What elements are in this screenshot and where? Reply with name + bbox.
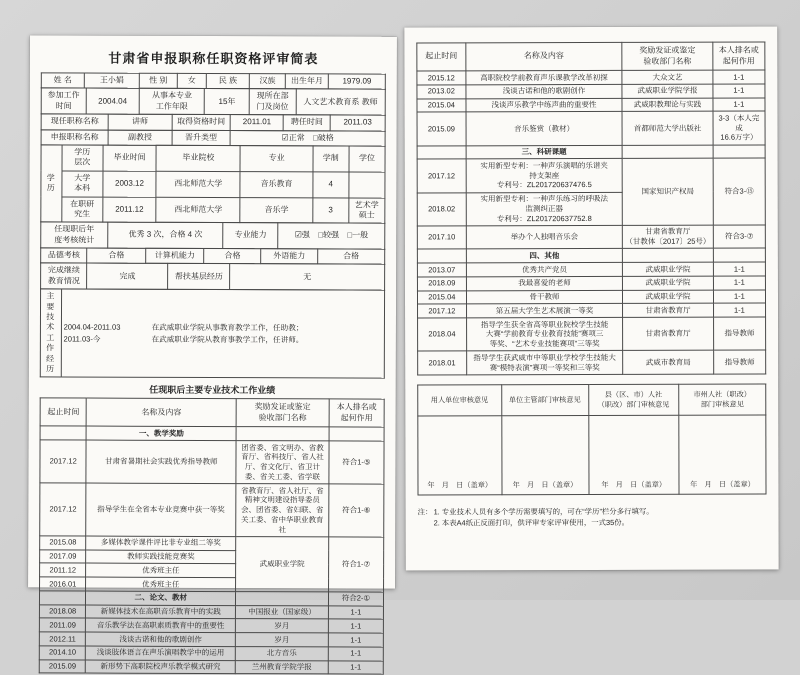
- issuer-cell: 北方音乐: [235, 646, 328, 660]
- rank-cell: [329, 427, 384, 441]
- rank-cell: 1-1: [713, 84, 765, 98]
- pro-ability-label: 专业能力: [223, 223, 278, 249]
- qualify-time-value: 2011.01: [230, 115, 283, 131]
- start-date-cell: 2012.11: [39, 632, 85, 646]
- start-date-cell: 2018.09: [417, 277, 466, 291]
- achievements-header-row: [40, 398, 384, 427]
- note-label: 注：: [417, 507, 433, 517]
- birth-value: 1979.09: [328, 74, 385, 90]
- current-title-value: 讲师: [108, 114, 172, 130]
- work-history-text: [61, 289, 385, 378]
- rank-cell: 1-1: [713, 262, 765, 276]
- content-cell: 指导学生获全省高等职业院校学生技能 大赛“学前教育专业教育技能”赛项三 等奖、“艺术专业技能赛项”三等奖: [466, 317, 623, 351]
- history-period: 2011.03-今: [63, 334, 101, 344]
- promotion-type-label: 晋升类型: [172, 130, 231, 146]
- start-date-cell: [417, 145, 466, 159]
- table-row: [41, 263, 385, 290]
- page-title: 甘肃省申报职称任职资格评审简表: [108, 50, 319, 67]
- content-cell: 浅谈古诺和他的歌剧创作: [86, 632, 236, 646]
- edu-level-header: 学历 层次: [62, 145, 103, 171]
- employer-opinion-cell: [418, 415, 502, 494]
- checkbox-normal-checked: ☑正常: [281, 132, 305, 142]
- date-seal-line: 年 月 日（盖章）: [512, 480, 578, 490]
- moral-label: 品德考核: [41, 248, 87, 264]
- rank-cell: 3-3（本人完成 16.6万字）: [713, 111, 765, 144]
- achievement-row: [40, 536, 384, 551]
- achievement-row: [40, 440, 384, 484]
- issuer-cell: 首都师范大学出版社: [622, 111, 713, 144]
- issuer-cell: 武威职业学院: [236, 536, 329, 591]
- start-date-cell: 2011.12: [40, 563, 86, 577]
- department-value: 人文艺术教育系 教师: [296, 89, 386, 115]
- checkbox-fairly-strong-unchecked: □较强: [318, 230, 340, 240]
- content-cell: 甘肃省暑期社会实践优秀指导教师: [86, 440, 236, 484]
- issuer-cell: 团省委、省文明办、省教育厅、省科技厅、省人社厅、省文化厅、省卫计委、省关工委、省学联: [236, 441, 329, 484]
- achievement-row: [39, 605, 383, 620]
- start-date-cell: 2013.02: [417, 85, 466, 99]
- issuer-cell: 中国报业（国家级）: [235, 605, 328, 619]
- achievements-table-page1: [39, 398, 385, 675]
- qualify-time-label: 取得资格时间: [172, 115, 231, 131]
- start-date-cell: 2017.12: [417, 159, 466, 192]
- content-cell: 实用新型专利：一种声乐练习的呼吸法 监测纠正器 专利号：ZL201720637752.8: [466, 192, 623, 226]
- history-desc: 在武威职业学院从教育事教学工作，任讲师。: [151, 334, 304, 345]
- issuer-cell: 武威职业学院学报: [622, 84, 713, 98]
- achievement-row: [417, 290, 765, 305]
- content-cell: 优秀共产党员: [466, 262, 623, 276]
- issuer-cell: 武威市教育局: [623, 350, 714, 374]
- edu-degree-cell: 艺术学硕士: [349, 197, 385, 223]
- achievement-row: [39, 660, 383, 675]
- achievement-row: [418, 350, 766, 374]
- col-header-rank: 本人排名或 起何作用: [713, 42, 765, 70]
- achievement-row: [418, 303, 766, 318]
- current-title-label: 现任职称名称: [41, 114, 108, 130]
- continuing-edu-value: 完成: [87, 264, 168, 290]
- start-date-cell: 2017.12: [418, 304, 467, 318]
- page-1: [28, 35, 397, 672]
- rank-cell: 1-1: [328, 647, 383, 661]
- issuer-cell: 国家知识产权局: [622, 158, 713, 225]
- education-row: [41, 196, 385, 223]
- start-date-cell: 2017.10: [417, 226, 466, 250]
- rank-cell: 符合1-⑦: [328, 537, 383, 592]
- issuer-cell: [623, 248, 714, 262]
- issuer-cell: 大众文艺: [622, 70, 713, 84]
- language-label: 外语能力: [261, 249, 318, 265]
- approval-header-row: [418, 384, 766, 416]
- rank-cell: 1-1: [328, 606, 383, 620]
- achievement-row: [417, 98, 765, 113]
- table-row: [41, 222, 385, 249]
- section-title-cell: 二、论文、教材: [86, 591, 236, 605]
- content-cell: 新形势下高职院校声乐教学模式研究: [86, 660, 236, 674]
- rank-cell: [713, 145, 765, 159]
- achievement-row: [418, 317, 766, 351]
- rank-cell: 1-1: [328, 661, 383, 675]
- content-cell: 音乐教学法在高职素质教育中的重要性: [86, 618, 236, 632]
- start-date-cell: 2018.01: [418, 351, 467, 375]
- start-date-cell: 2015.09: [417, 112, 466, 145]
- content-cell: 浅谈肢体语言在声乐演唱教学中的运用: [86, 646, 236, 660]
- content-cell: 指导学生获武威市中等职业学校学生技能大赛“模特表演”赛项一等奖和三等奖: [466, 351, 623, 375]
- work-history-line: [64, 333, 382, 346]
- content-cell: 教师实践技能竞赛奖: [86, 550, 236, 564]
- content-cell: 实用新型专利：一种声乐演唱的乐谱夹 持支架座 专利号：ZL201720637476.5: [466, 159, 623, 193]
- rank-cell: 指导教师: [713, 350, 765, 374]
- section-title-cell: 三、科研课题: [466, 145, 623, 159]
- years-label: 从事本专业 工作年限: [139, 89, 204, 115]
- col-header-period: 起止时间: [40, 398, 87, 426]
- edu-level-cell: 大学 本科: [62, 171, 103, 197]
- start-date-cell: 2015.04: [417, 98, 466, 112]
- start-date-cell: 2015.08: [40, 536, 86, 550]
- content-cell: 第五届大学生艺术展演一等奖: [466, 304, 623, 318]
- hire-time-label: 聘任时间: [284, 115, 330, 131]
- assessment-row: [40, 222, 385, 250]
- rank-cell: 符合1-⑥: [329, 484, 384, 537]
- moral-value: 合格: [87, 248, 146, 264]
- start-date-cell: 2018.04: [418, 318, 467, 351]
- work-history-table: [40, 289, 385, 379]
- rank-cell: 1-1: [328, 633, 383, 647]
- issuer-cell: 甘肃省教育厅: [623, 317, 714, 350]
- edu-grad-time-cell: 2003.12: [103, 171, 156, 197]
- date-seal-line: 年 月 日（盖章）: [601, 480, 667, 490]
- city-hr-opinion-header: 市州人社（职改） 部门审核意见: [679, 384, 766, 415]
- content-cell: 优秀班主任: [86, 577, 236, 591]
- education-header-row: [41, 145, 385, 172]
- computer-value: 合格: [204, 249, 261, 265]
- continuing-edu-label: 完成继续 教育情况: [41, 263, 88, 289]
- achievement-row: [417, 111, 765, 145]
- education-row: [41, 171, 385, 198]
- rank-cell: 符合3-⑦: [713, 225, 765, 249]
- work-start-label: 参加工作时间: [41, 88, 86, 114]
- edu-duration-header: 学制: [313, 146, 349, 172]
- issuer-cell: 兰州教育学院学报: [235, 660, 328, 674]
- rank-cell: 1-1: [713, 290, 765, 304]
- note-lines: [434, 506, 654, 529]
- approval-table: [417, 383, 766, 495]
- issuer-cell: 省教育厅、省人社厅、省精神文明建设指导委员会、团省委、省妇联、省关工委、省中华职业教育社: [236, 484, 329, 537]
- section-title-cell: 四、其他: [466, 249, 623, 263]
- achievement-row: [39, 646, 383, 661]
- content-cell: 举办个人独唱音乐会: [466, 225, 623, 249]
- content-cell: 高职院校学前教育声乐课教学改革初探: [466, 70, 623, 84]
- edu-school-cell: 西北师范大学: [156, 197, 240, 223]
- approval-body-row: [418, 415, 766, 495]
- achievement-row: [417, 84, 765, 99]
- issuer-cell: 武威职业学院: [623, 262, 714, 276]
- edu-grad-time-header: 毕业时间: [103, 145, 156, 171]
- checkbox-average-unchecked: □一般: [347, 230, 369, 241]
- edu-major-cell: 音乐学: [240, 197, 312, 223]
- content-cell: 浅谈古诺和他的歌剧创作: [466, 84, 623, 98]
- section-row: [417, 145, 765, 160]
- ethnicity-value: 汉族: [249, 74, 285, 90]
- hire-time-value: 2011.03: [330, 115, 385, 131]
- basic-row-2: [41, 88, 386, 116]
- table-row: [40, 289, 384, 378]
- start-date-cell: [39, 591, 85, 605]
- history-period: 2004.04-2011.03: [63, 322, 121, 332]
- start-date-cell: 2015.04: [417, 290, 466, 304]
- department-label: 现所在部 门及岗位: [249, 89, 296, 115]
- issuer-cell: [236, 427, 329, 441]
- issuer-cell: [622, 145, 713, 159]
- rank-cell: 1-1: [328, 619, 383, 633]
- ethnicity-label: 民 族: [206, 73, 249, 89]
- achievement-row: [39, 632, 383, 647]
- rank-cell: 1-1: [713, 276, 765, 290]
- edu-degree-cell: [349, 172, 385, 198]
- edu-duration-cell: 3: [313, 197, 349, 223]
- col-header-rank: 本人排名或 起何作用: [329, 399, 384, 427]
- issuer-cell: 岁月: [235, 619, 328, 633]
- annual-assessment-value: 优秀 3 次，合格 4 次: [108, 222, 223, 248]
- content-cell: 多媒体教学课件评比非专业组二等奖: [86, 536, 236, 550]
- edu-school-cell: 西北师范大学: [156, 171, 240, 197]
- education-side-label: 学 历: [41, 145, 62, 222]
- work-history-side-label: 主要 技术 工作 经历: [40, 289, 61, 377]
- start-date-cell: 2018.02: [417, 192, 466, 225]
- rank-cell: 1-1: [713, 98, 765, 112]
- start-date-cell: 2014.10: [39, 646, 85, 660]
- start-date-cell: [40, 426, 86, 440]
- start-date-cell: 2016.01: [40, 577, 86, 591]
- achievement-row: [417, 262, 765, 277]
- edu-major-cell: 音乐教育: [240, 171, 312, 197]
- section-row: [417, 248, 765, 263]
- rank-cell: 指导教师: [713, 317, 765, 350]
- start-date-cell: 2015.09: [39, 660, 85, 674]
- checkbox-strong-checked: ☑强: [294, 230, 310, 240]
- issuer-cell: 岁月: [235, 633, 328, 647]
- issuer-cell: [236, 591, 329, 605]
- section-title-cell: 一、教学奖励: [86, 426, 236, 440]
- achievements-header-row: [417, 42, 765, 71]
- rank-cell: 符合3-⑮: [713, 158, 765, 225]
- years-value: 15年: [205, 89, 250, 115]
- apply-title-value: 副教授: [108, 130, 172, 146]
- col-header-content: 名称及内容: [87, 398, 237, 427]
- achievement-row: [417, 70, 765, 85]
- note-line-2: 2. 本表A4纸正反面打印，供评审专家评审使用，一式35份。: [433, 517, 630, 528]
- rank-cell: 符合1-⑤: [329, 441, 384, 484]
- issuer-cell: 甘肃省教育厅 （甘教体〔2017〕25号）: [623, 225, 714, 249]
- footnotes: [418, 505, 767, 528]
- achievement-row: [39, 618, 383, 633]
- issuer-cell: 武威职教理论与实践: [622, 98, 713, 112]
- table-row: [41, 88, 385, 115]
- edu-degree-header: 学位: [349, 146, 385, 172]
- edu-duration-cell: 4: [313, 172, 349, 198]
- language-value: 合格: [318, 249, 385, 265]
- edu-major-header: 专业: [240, 146, 312, 172]
- computer-label: 计算机能力: [146, 248, 205, 264]
- issuer-cell: 武威职业学院: [623, 290, 714, 304]
- note-line-1: 1. 专业技术人员有多个学历需要填写的，可在“学历”栏分多行填写。: [433, 506, 654, 517]
- start-date-cell: 2017.09: [40, 550, 86, 564]
- work-start-value: 2004.04: [86, 88, 139, 114]
- start-date-cell: 2013.07: [417, 263, 466, 277]
- gender-label: 性 别: [139, 73, 177, 89]
- edu-grad-time-cell: 2011.12: [103, 197, 156, 223]
- county-hr-opinion-header: 县（区、市）人社 （职改）部门审核意见: [588, 384, 679, 415]
- pro-ability-options: [278, 223, 385, 249]
- col-header-content: 名称及内容: [466, 42, 623, 70]
- achievement-row: [417, 276, 765, 291]
- content-cell: 新媒体技术在高职音乐教育中的实践: [86, 605, 236, 619]
- col-header-issuer: 奖励发证或鉴定 验收部门名称: [236, 399, 329, 427]
- supervisor-dept-opinion-header: 单位主管部门审核意见: [501, 384, 588, 415]
- county-hr-opinion-cell: [588, 415, 679, 494]
- achievements-section-title: 任现职后主要专业技术工作业绩: [149, 385, 276, 396]
- date-seal-line: 年 月 日（盖章）: [427, 480, 493, 490]
- content-cell: 浅谈声乐教学中练声曲的重要性: [466, 98, 623, 112]
- edu-school-header: 毕业院校: [156, 145, 240, 171]
- content-cell: 指导学生在全省本专业竞赛中获一等奖: [86, 483, 236, 536]
- section-row: [39, 591, 383, 606]
- annual-assessment-label: 任现职后年 度考核统计: [41, 222, 108, 248]
- start-date-cell: [417, 249, 466, 263]
- content-cell: 优秀班主任: [86, 563, 236, 577]
- start-date-cell: 2015.12: [417, 71, 466, 85]
- content-cell: 我最喜爱的老师: [466, 276, 623, 290]
- rank-cell: 1-1: [713, 70, 765, 84]
- rank-cell: 符合2-①: [328, 592, 383, 606]
- continuing-education-row: [40, 263, 385, 291]
- content-cell: 骨干教师: [466, 290, 623, 304]
- date-seal-line: 年 月 日（盖章）: [690, 479, 755, 490]
- history-desc: 在武威职业学院从事教育教学工作，任助教；: [151, 322, 304, 333]
- section-row: [40, 426, 384, 441]
- grassroots-label: 帮扶基层经历: [168, 264, 230, 290]
- grassroots-value: 无: [230, 264, 385, 290]
- edu-level-cell: 在职研 究生: [61, 196, 102, 222]
- achievement-row: [40, 483, 384, 537]
- start-date-cell: 2017.12: [40, 483, 87, 536]
- start-date-cell: 2011.09: [39, 618, 85, 632]
- city-hr-opinion-cell: [679, 415, 766, 494]
- education-table: [40, 144, 385, 224]
- rank-cell: 1-1: [713, 303, 765, 317]
- promotion-type-options: [230, 130, 385, 146]
- start-date-cell: 2017.12: [40, 440, 87, 483]
- issuer-cell: 甘肃省教育厅: [623, 303, 714, 317]
- gender-value: 女: [177, 73, 206, 88]
- issuer-cell: 武威职业学院: [623, 276, 714, 290]
- achievements-table-page2: [416, 42, 766, 376]
- content-cell: 音乐鉴赏（教材）: [466, 112, 623, 146]
- start-date-cell: 2018.08: [39, 605, 85, 619]
- rank-cell: [713, 248, 765, 262]
- apply-title-label: 申报职称名称: [41, 129, 108, 145]
- name-value: 王小娟: [84, 73, 139, 89]
- supervisor-dept-opinion-cell: [501, 415, 588, 494]
- achievement-row: [417, 158, 765, 192]
- checkbox-exception-unchecked: □破格: [312, 132, 334, 142]
- col-header-period: 起止时间: [417, 43, 466, 71]
- achievement-row: [417, 225, 765, 249]
- name-label: 姓 名: [41, 73, 84, 89]
- col-header-issuer: 奖励发证或鉴定 验收部门名称: [622, 42, 713, 70]
- page-2: [404, 27, 778, 571]
- birth-label: 出生年月: [285, 74, 328, 90]
- employer-opinion-header: 用人单位审核意见: [418, 384, 502, 415]
